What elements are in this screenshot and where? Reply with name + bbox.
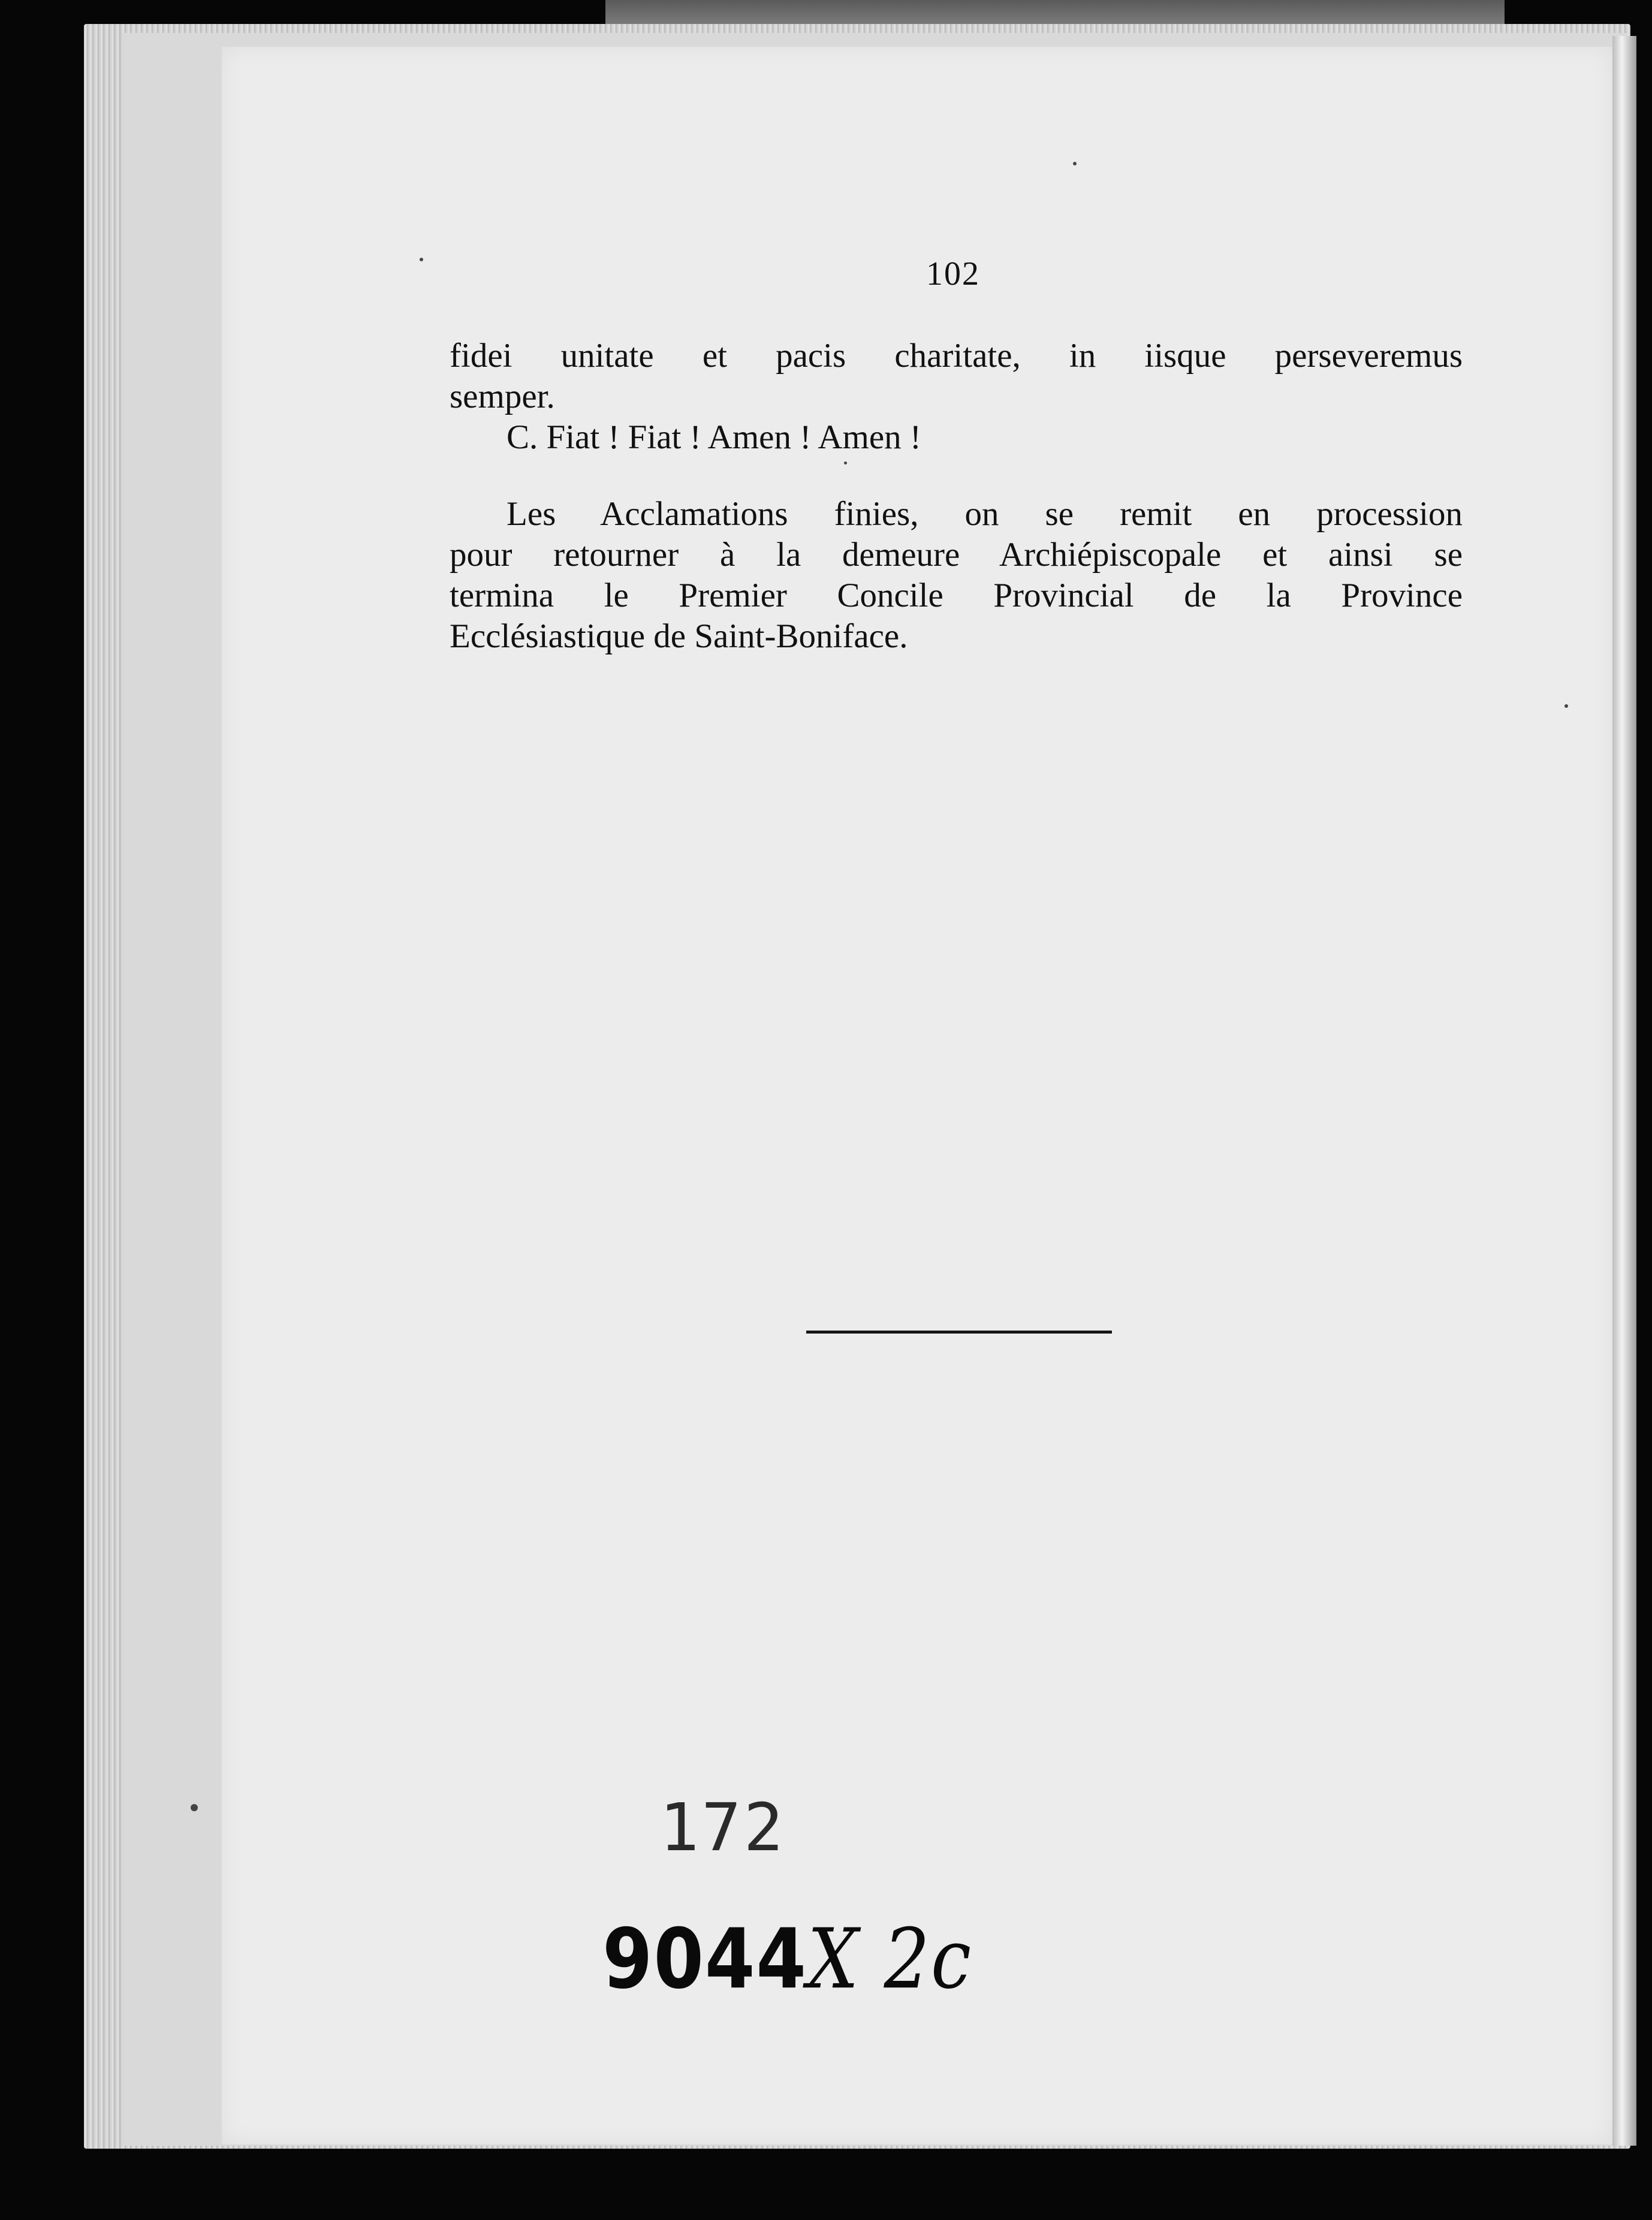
text-line: Les Acclamations finies, on se remit en procession <box>507 495 1463 533</box>
catalog-printed: 9044 <box>602 1911 807 2008</box>
page-number: 102 <box>926 255 980 292</box>
dust-speck <box>844 462 847 464</box>
catalog-mark <box>602 1912 972 2008</box>
text-line: termina le Premier Concile Provincial de la Province <box>450 577 1463 614</box>
number-stamp: 172 <box>659 1789 786 1866</box>
end-rule <box>806 1331 1112 1334</box>
page-text <box>450 336 1463 657</box>
dust-speck <box>1073 162 1077 165</box>
book-right-edge <box>1612 36 1636 2146</box>
catalog-handwritten: X 2c <box>807 1911 973 2008</box>
text-line: pour retourner à la demeure Archiépiscopale et ainsi se <box>450 536 1463 574</box>
text-line: fidei unitate et pacis charitate, in iisque perseveremus <box>450 337 1463 375</box>
text-line: semper. <box>450 378 555 415</box>
text-line: Ecclésiastique de Saint-Boniface. <box>450 617 908 655</box>
dust-speck <box>1564 704 1568 708</box>
dust-speck <box>191 1804 198 1811</box>
text-line: C. Fiat ! Fiat ! Amen ! Amen ! <box>507 418 921 456</box>
dust-speck <box>420 258 423 261</box>
